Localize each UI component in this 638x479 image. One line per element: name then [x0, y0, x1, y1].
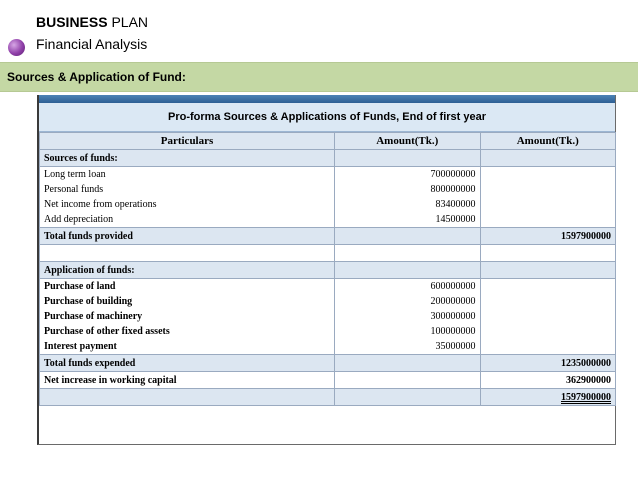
table-top-bar — [39, 95, 615, 103]
list-item: Add depreciation — [44, 214, 114, 225]
net-increase-value: 362900000 — [480, 372, 615, 389]
list-item: Long term loan — [44, 169, 106, 180]
table-header-row — [40, 133, 616, 150]
table-row — [40, 372, 616, 389]
empty-cell — [335, 262, 481, 279]
table-title: Pro-forma Sources & Applications of Funds, End of first year — [167, 111, 487, 123]
total-provided-label: Total funds provided — [40, 228, 335, 245]
table-row — [40, 228, 616, 245]
empty-cell — [335, 372, 481, 389]
total-provided-value: 1597900000 — [480, 228, 615, 245]
list-item: Interest payment — [44, 341, 117, 352]
empty-cell — [480, 245, 615, 262]
header-title-line1 — [36, 14, 148, 30]
empty-cell — [480, 150, 615, 167]
empty-cell — [40, 389, 335, 406]
list-item: 35000000 — [435, 341, 476, 352]
empty-cell — [335, 150, 481, 167]
empty-cell — [480, 279, 615, 355]
list-item: Net income from operations — [44, 199, 157, 210]
applications-list — [40, 279, 335, 355]
table-row — [40, 150, 616, 167]
table-container — [37, 95, 616, 445]
header-plan: PLAN — [107, 14, 149, 30]
list-item: 83400000 — [435, 199, 476, 210]
section-band — [0, 62, 638, 92]
column-header-particulars: Particulars — [40, 133, 335, 150]
sources-list — [40, 167, 335, 228]
table-title-row — [39, 103, 615, 132]
total-expended-value: 1235000000 — [480, 355, 615, 372]
bullet-icon — [8, 39, 25, 56]
list-item: 200000000 — [430, 296, 476, 307]
net-increase-label: Net increase in working capital — [40, 372, 335, 389]
list-item: Purchase of land — [44, 281, 116, 292]
empty-cell — [335, 245, 481, 262]
table-row — [40, 389, 616, 406]
empty-cell — [335, 355, 481, 372]
final-total-value: 1597900000 — [480, 389, 615, 406]
list-item: Purchase of machinery — [44, 311, 143, 322]
header-title-line2: Financial Analysis — [36, 36, 148, 52]
list-item: Purchase of other fixed assets — [44, 326, 170, 337]
application-heading: Application of funds: — [40, 262, 335, 279]
funds-table — [39, 132, 616, 406]
header-business: BUSINESS — [36, 14, 108, 30]
column-header-amount-1: Amount(Tk.) — [335, 133, 481, 150]
applications-amounts — [335, 279, 481, 355]
total-expended-label: Total funds expended — [40, 355, 335, 372]
table-row — [40, 167, 616, 228]
empty-cell — [335, 389, 481, 406]
column-header-amount-2: Amount(Tk.) — [480, 133, 615, 150]
empty-cell — [40, 245, 335, 262]
section-title: Sources & Application of Fund: — [7, 70, 186, 84]
list-item: 700000000 — [430, 169, 476, 180]
table-row — [40, 245, 616, 262]
list-item: 100000000 — [430, 326, 476, 337]
list-item: 300000000 — [430, 311, 476, 322]
list-item: Personal funds — [44, 184, 104, 195]
list-item: Purchase of building — [44, 296, 133, 307]
empty-cell — [480, 167, 615, 228]
empty-cell — [335, 228, 481, 245]
empty-cell — [480, 262, 615, 279]
list-item: 14500000 — [435, 214, 476, 225]
list-item: 600000000 — [430, 281, 476, 292]
table-row — [40, 355, 616, 372]
sources-amounts — [335, 167, 481, 228]
sources-heading: Sources of funds: — [40, 150, 335, 167]
list-item: 800000000 — [430, 184, 476, 195]
table-row — [40, 279, 616, 355]
table-row — [40, 262, 616, 279]
